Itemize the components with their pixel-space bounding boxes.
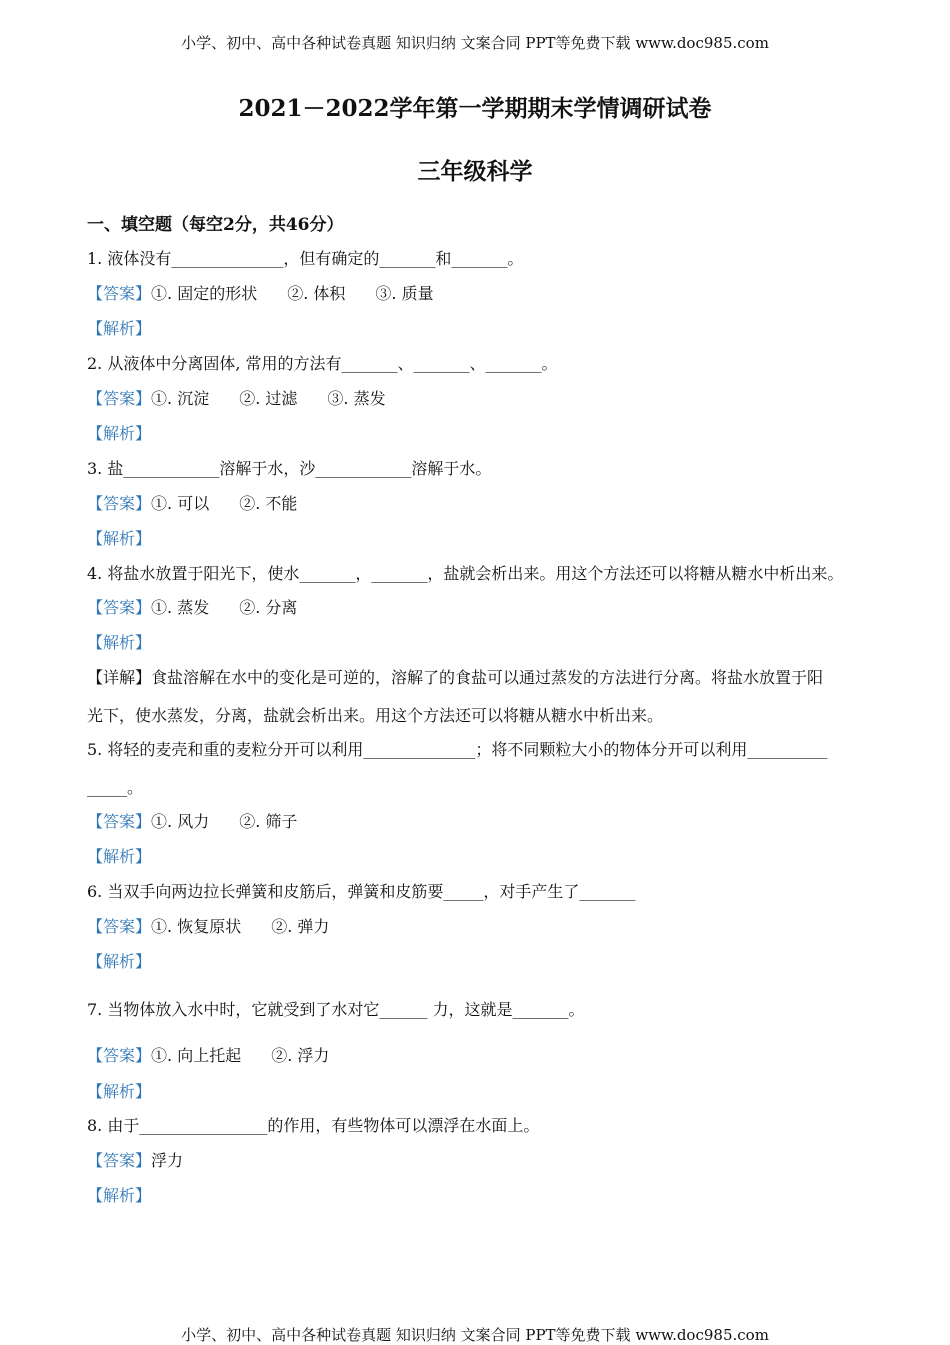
page-header: 小学、初中、高中各种试卷真题 知识归纳 文案合同 PPT等免费下载 www.doc985.com [181, 34, 769, 52]
document-subtitle: 三年级科学 [417, 158, 533, 185]
answer-item: ①. 固定的形状 [151, 284, 258, 303]
answer-label: 【答案】 [87, 494, 152, 513]
answer-row-8 [87, 1148, 183, 1171]
answer-row-7 [87, 1043, 359, 1066]
answer-row-3 [87, 491, 327, 514]
answer-row-2 [87, 386, 416, 409]
answer-item: ①. 沉淀 [151, 389, 210, 408]
analysis-label: 【解析】 [87, 952, 152, 971]
answer-item: ②. 分离 [239, 598, 298, 617]
answer-label: 【答案】 [87, 389, 152, 408]
detail-line [87, 665, 823, 688]
analysis-label: 【解析】 [87, 633, 152, 652]
analysis-label: 【解析】 [87, 424, 152, 443]
question-3: 3. 盐____________溶解于水，沙____________溶解于水。 [87, 459, 492, 478]
detail-text: 食盐溶解在水中的变化是可逆的，溶解了的食盐可以通过蒸发的方法进行分离。将盐水放置于阳 [151, 668, 824, 687]
answer-item: ②. 体积 [287, 284, 346, 303]
answer-item: ③. 质量 [375, 284, 434, 303]
answer-item: ①. 可以 [151, 494, 210, 513]
answer-label: 【答案】 [87, 598, 152, 617]
answer-label: 【答案】 [87, 284, 152, 303]
analysis-label: 【解析】 [87, 1082, 152, 1101]
answer-row-4 [87, 595, 327, 618]
answer-label: 【答案】 [87, 1151, 152, 1170]
answer-item: ②. 弹力 [271, 917, 330, 936]
answer-label: 【答案】 [87, 917, 152, 936]
analysis-label: 【解析】 [87, 1186, 152, 1205]
question-8: 8. 由于________________的作用，有些物体可以漂浮在水面上。 [87, 1116, 540, 1135]
document-title: 2021－2022学年第一学期期末学情调研试卷 [238, 95, 712, 122]
answer-item: ②. 筛子 [239, 812, 298, 831]
answer-item: ②. 过滤 [239, 389, 298, 408]
question-5-continued: _____。 [87, 778, 144, 797]
question-4: 4. 将盐水放置于阳光下，使水_______，_______，盐就会析出来。用这个方法还可以将糖从糖水中析出来。 [87, 564, 844, 583]
question-5: 5. 将轻的麦壳和重的麦粒分开可以利用______________；将不同颗粒大小的物体分开可以利用__________ [87, 740, 828, 759]
answer-item: ②. 不能 [239, 494, 298, 513]
section-heading: 一、填空题（每空2分，共46分） [87, 215, 344, 235]
answer-item: ①. 恢复原状 [151, 917, 242, 936]
question-1: 1. 液体没有______________，但有确定的_______和_______。 [87, 249, 524, 268]
question-2: 2. 从液体中分离固体, 常用的方法有_______、_______、_______。 [87, 354, 558, 373]
answer-item: ③. 蒸发 [327, 389, 386, 408]
answer-item: ②. 浮力 [271, 1046, 330, 1065]
answer-label: 【答案】 [87, 1046, 152, 1065]
answer-item: ①. 风力 [151, 812, 210, 831]
detail-line: 光下，使水蒸发，分离，盐就会析出来。用这个方法还可以将糖从糖水中析出来。 [87, 706, 664, 725]
detail-label: 【详解】 [87, 668, 152, 687]
page-footer: 小学、初中、高中各种试卷真题 知识归纳 文案合同 PPT等免费下载 www.doc985.com [181, 1326, 769, 1344]
analysis-label: 【解析】 [87, 529, 152, 548]
answer-item: ①. 向上托起 [151, 1046, 242, 1065]
question-7: 7. 当物体放入水中时，它就受到了水对它______ 力，这就是_______。 [87, 1000, 585, 1019]
answer-item: ①. 蒸发 [151, 598, 210, 617]
answer-row-1 [87, 281, 464, 304]
question-6: 6. 当双手向两边拉长弹簧和皮筋后，弹簧和皮筋要_____，对手产生了_______ [87, 882, 636, 901]
answer-item: 浮力 [151, 1151, 184, 1170]
analysis-label: 【解析】 [87, 847, 152, 866]
answer-label: 【答案】 [87, 812, 152, 831]
answer-row-6 [87, 914, 359, 937]
analysis-label: 【解析】 [87, 319, 152, 338]
answer-row-5 [87, 809, 327, 832]
